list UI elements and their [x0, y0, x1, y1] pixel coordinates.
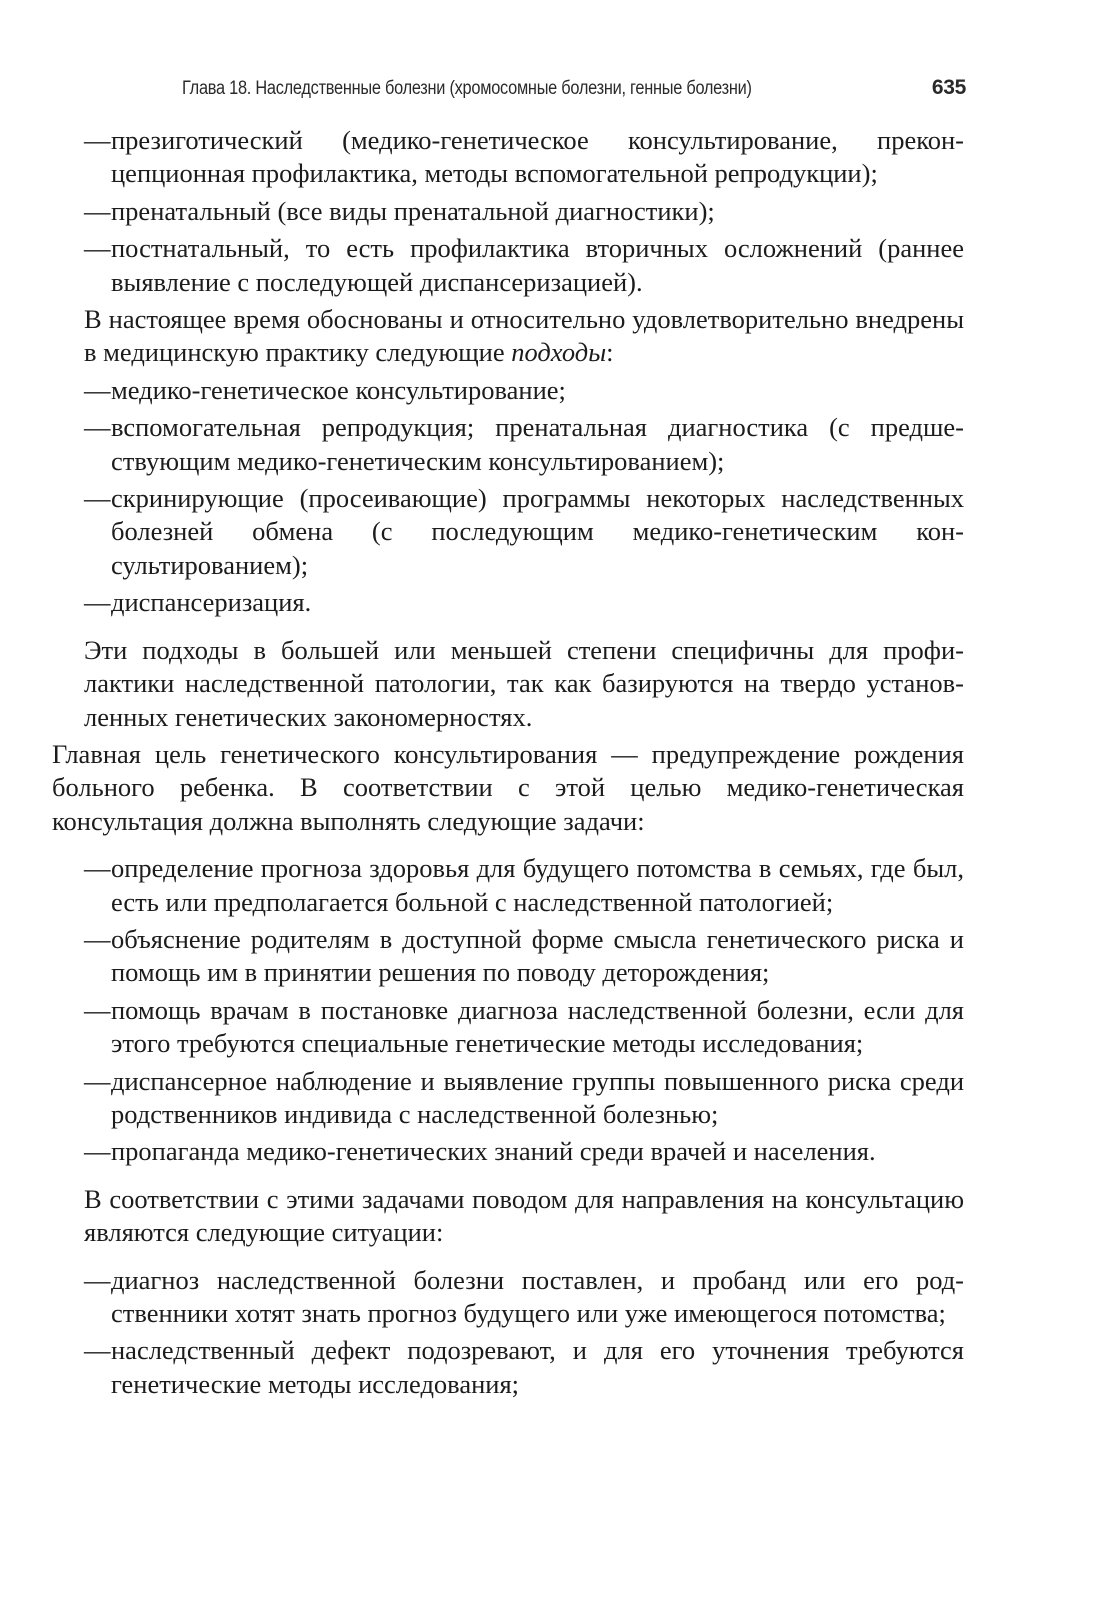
- emphasis-text: подходы: [511, 337, 607, 368]
- paragraph: [84, 1183, 964, 1250]
- paragraph-text: Главная цель генетического консультирования — предупреждение рождения больного ребенка. В соответствии с этой целью медико-генетическая консультация должна выполнять следующие задачи:: [52, 738, 964, 836]
- list-item-text: помощь врачам в постановке диагноза наследственной болезни, если для этого требуются специальные генетические методы исследования;: [111, 994, 964, 1059]
- page-number: 635: [931, 76, 966, 99]
- spacer: [84, 1254, 964, 1264]
- list-dash: —: [84, 923, 111, 954]
- list-dash: —: [84, 233, 111, 264]
- list-item: [84, 1065, 964, 1132]
- list-item: [84, 923, 964, 990]
- list-item-text: объяснение родителям в доступной форме смысла генетического риска и помощь им в принятии решения по поводу деторождения;: [111, 923, 964, 988]
- list-dash: —: [84, 412, 111, 443]
- list-dash: —: [84, 994, 111, 1025]
- list-item-text: определение прогноза здоровья для будущего потомства в семьях, где был, есть или предполагается больной с наследственной патологией;: [111, 853, 964, 917]
- list-item-text: наследственный дефект подозревают, и для его уточнения требуются генетические методы исследования;: [111, 1335, 964, 1399]
- paragraph-text: В соответствии с этими задачами поводом для направления на консультацию являются следующие ситуации:: [84, 1183, 964, 1248]
- list-dash: —: [84, 1065, 111, 1096]
- list-item: [84, 1264, 964, 1331]
- paragraph-text: В настоящее время обоснованы и относительно удовлетворительно внедрены в медицинскую практику следующие: [84, 304, 964, 368]
- list-item-text: диспансерное наблюдение и выявление группы повышенного риска среди родственников индивида с наследственной болезнью;: [111, 1065, 964, 1129]
- list-item-text: диспансеризация.: [111, 587, 312, 618]
- paragraph: [84, 634, 964, 734]
- list-item-text: пренатальный (все виды пренатальной диагностики);: [111, 195, 715, 226]
- list-dash: —: [84, 853, 111, 884]
- list-item: [84, 1334, 964, 1401]
- list-dash: —: [84, 1335, 111, 1366]
- list-item: [84, 852, 964, 919]
- list-item-text: скринирующие (просеивающие) программы некоторых наследственных болезней обмена (с последующим медико-генетическим консультированием);: [111, 483, 964, 580]
- list-item-text: презиготический (медико-генетическое консультирование, преконцепционная профилактика, методы вспомогательной репродукции);: [111, 125, 964, 189]
- list-item: [84, 586, 964, 619]
- paragraph: [52, 738, 964, 838]
- list-item-text: медико-генетическое консультирование;: [111, 374, 566, 405]
- list-item: [84, 124, 964, 191]
- paragraph-text: Эти подходы в большей или меньшей степени специфичны для профилактики наследственной патологии, так как базируются на твердо установленных генетических закономерностях.: [84, 634, 964, 732]
- list-item: [84, 482, 964, 582]
- paragraph-tail: :: [606, 337, 614, 368]
- paragraph: [84, 303, 964, 370]
- spacer: [84, 1173, 964, 1183]
- list-dash: —: [84, 1136, 111, 1167]
- spacer: [84, 624, 964, 634]
- list-item-text: пропаганда медико-генетических знаний среди врачей и населения.: [111, 1136, 876, 1167]
- running-header: [182, 74, 966, 108]
- page-body: [52, 124, 964, 1405]
- list-dash: —: [84, 1264, 111, 1295]
- spacer: [84, 842, 964, 852]
- list-item: [84, 195, 964, 228]
- list-dash: —: [84, 195, 111, 226]
- list-item-text: вспомогательная репродукция; пренатальная диагностика (с предшествующим медико-генетическим консультированием);: [111, 412, 964, 476]
- list-dash: —: [84, 374, 111, 405]
- list-dash: —: [84, 125, 111, 155]
- list-item-text: диагноз наследственной болезни поставлен, и пробанд или его родственники хотят знать прогноз будущего или уже имеющегося потомства;: [111, 1264, 964, 1328]
- list-item: [84, 374, 964, 407]
- list-item: [84, 232, 964, 299]
- list-dash: —: [84, 587, 111, 618]
- running-title: Глава 18. Наследственные болезни (хромосомные болезни, генные болезни): [182, 78, 752, 99]
- list-item: [84, 1135, 964, 1168]
- list-dash: —: [84, 483, 111, 514]
- list-item-text: постнатальный, то есть профилактика вторичных осложнений (раннее выявление с последующей диспансеризацией).: [111, 233, 964, 297]
- list-item: [84, 411, 964, 478]
- list-item: [84, 994, 964, 1061]
